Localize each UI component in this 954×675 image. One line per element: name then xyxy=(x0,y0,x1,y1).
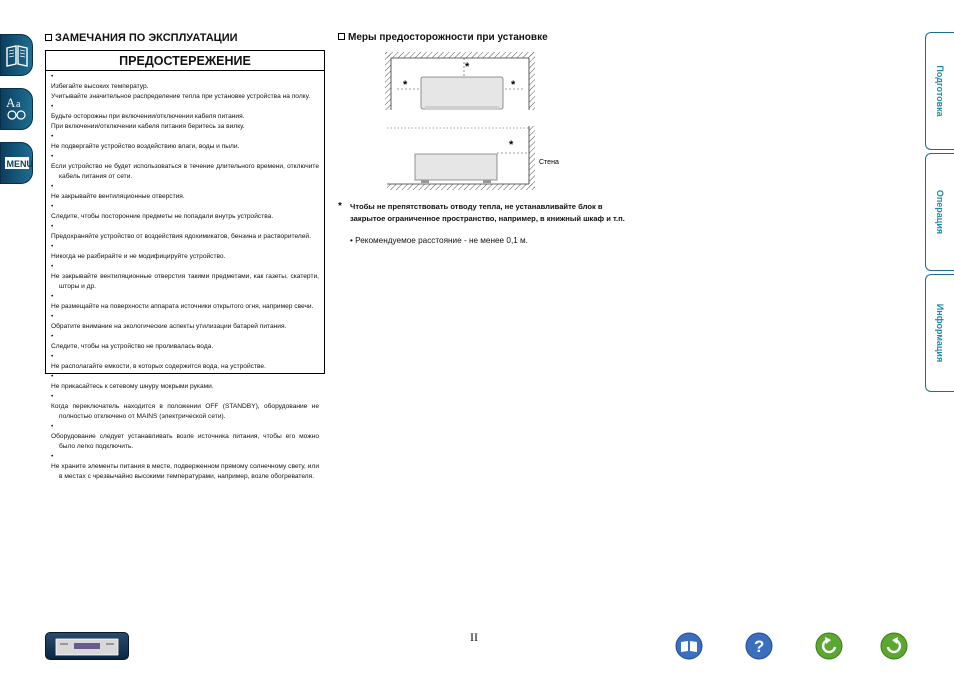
svg-text:*: * xyxy=(509,139,514,151)
menu-button[interactable] xyxy=(0,142,33,184)
side-view-diagram xyxy=(387,126,559,190)
list-item: • Если устройство не будет использоваться в течение длительного времени, отключите кабель питания от сети. xyxy=(51,152,319,182)
index-aa-icon xyxy=(4,94,30,124)
index-button[interactable] xyxy=(0,88,33,130)
list-item: • Когда переключатель находится в положении OFF (STANDBY), оборудование не полностью отключено от MAINS (электрической сети). xyxy=(51,392,319,422)
page-number: II xyxy=(470,630,478,644)
svg-text:?: ? xyxy=(754,637,765,656)
book-contents-icon xyxy=(4,40,30,70)
list-item: • Не располагайте емкости, в которых содержится вода, на устройстве. xyxy=(51,352,319,372)
tab-preparation[interactable]: Подготовка xyxy=(925,32,954,150)
list-item: • Не прикасайтесь к сетевому шнуру мокрыми руками. xyxy=(51,372,319,392)
back-icon[interactable] xyxy=(815,632,843,660)
forward-icon[interactable] xyxy=(880,632,908,660)
svg-text:MENU: MENU xyxy=(6,159,33,169)
list-item: • Следите, чтобы посторонние предметы не попадали внутрь устройства. xyxy=(51,202,319,222)
contents-button[interactable] xyxy=(0,34,33,76)
list-item: • Оборудование следует устанавливать возле источника питания, чтобы его можно было легко подключить. xyxy=(51,422,319,452)
wall-label: Стена xyxy=(539,159,559,166)
device-front-panel-button[interactable] xyxy=(45,632,129,660)
list-item: • Будьте осторожны при включении/отключении кабеля питания. При включении/отключении кабеля питания беритесь за вилку. xyxy=(51,102,319,132)
installation-section-title: Меры предосторожности при установке xyxy=(338,32,548,43)
device-top-view xyxy=(421,77,503,109)
svg-text:A: A xyxy=(6,95,16,110)
recommended-distance: • Рекомендуемое расстояние - не менее 0,1 м. xyxy=(350,236,528,245)
list-item: • Не размещайте на поверхности аппарата источники открытого огня, например свечи. xyxy=(51,292,319,312)
list-item: • Предохраняйте устройство от воздействия ядохимикатов, бензина и растворителей. xyxy=(51,222,319,242)
list-item: • Избегайте высоких температур. Учитывайте значительное распределение тепла при установке устройства на полку. xyxy=(51,72,319,102)
installation-note: Чтобы не препятствовать отводу тепла, не устанавливайте блок в закрытое ограниченное пространство, например, в книжный шкаф и т.п. xyxy=(350,202,625,223)
list-item: • Не подвергайте устройство воздействию влаги, воды и пыли. xyxy=(51,132,319,152)
device-side-view xyxy=(415,154,497,180)
svg-text:*: * xyxy=(511,79,516,91)
svg-text:a: a xyxy=(16,99,21,110)
tab-information[interactable]: Информация xyxy=(925,274,954,392)
installation-diagram xyxy=(385,48,565,194)
caution-header: ПРЕДОСТЕРЕЖЕНИЕ xyxy=(46,51,324,71)
list-item: • Не храните элементы питания в месте, подверженном прямому солнечному свету, или в местах с чрезвычайно высокими температурами, например, возле обогревателя. xyxy=(51,452,319,482)
question-icon[interactable] xyxy=(745,632,773,660)
caution-list xyxy=(51,72,319,482)
svg-text:*: * xyxy=(403,79,408,91)
checkbox-bullet-icon xyxy=(45,34,52,41)
list-item: • Не закрывайте вентиляционные отверстия такими предметами, как газеты, скатерти, шторы и др. xyxy=(51,262,319,292)
help-book-icon[interactable] xyxy=(675,632,703,660)
operation-section-title: ЗАМЕЧАНИЯ ПО ЭКСПЛУАТАЦИИ xyxy=(45,32,238,44)
tab-operation[interactable]: Операция xyxy=(925,153,954,271)
top-view-diagram xyxy=(385,52,535,110)
caution-box xyxy=(45,50,325,480)
list-item: • Не закрывайте вентиляционные отверстия. xyxy=(51,182,319,202)
menu-icon xyxy=(4,148,33,178)
svg-text:*: * xyxy=(465,61,470,73)
list-item: • Следите, чтобы на устройство не проливалась вода. xyxy=(51,332,319,352)
note-star: * xyxy=(338,201,342,212)
list-item: • Обратите внимание на экологические аспекты утилизации батарей питания. xyxy=(51,312,319,332)
device-icon xyxy=(46,633,130,661)
checkbox-bullet-icon xyxy=(338,33,345,40)
list-item: • Никогда не разбирайте и не модифицируйте устройство. xyxy=(51,242,319,262)
